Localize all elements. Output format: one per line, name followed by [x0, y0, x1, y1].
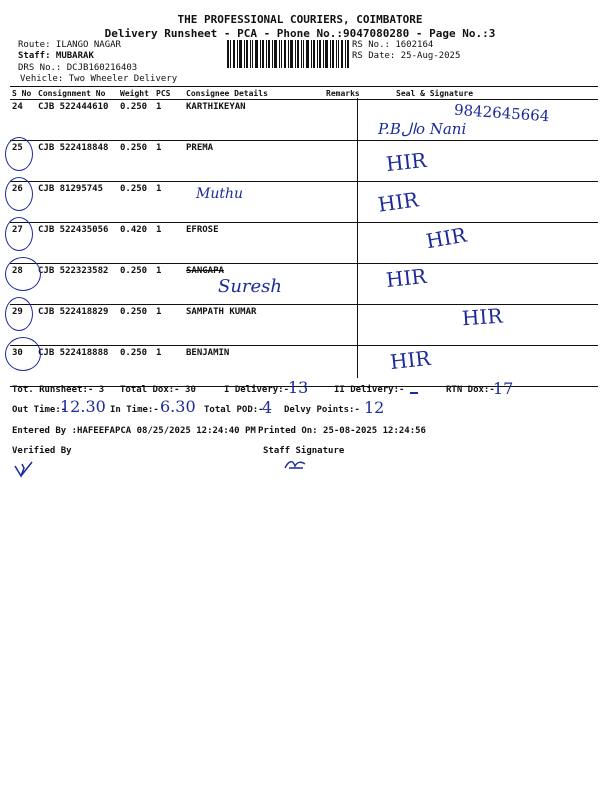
cell-weight: 0.250 — [118, 305, 154, 346]
row-circle-mark — [5, 297, 33, 331]
cell-weight: 0.420 — [118, 223, 154, 264]
cell-weight: 0.250 — [118, 182, 154, 223]
verified-by-label: Verified By — [12, 446, 72, 456]
ii-delivery-dash — [410, 392, 418, 394]
cell-remarks — [324, 264, 374, 305]
ii-delivery-label: II Delivery:- — [334, 385, 405, 395]
in-time-label: In Time:- — [110, 405, 159, 415]
vehicle-label: Vehicle: Two Wheeler Delivery — [20, 74, 178, 84]
col-weight: Weight — [118, 87, 154, 100]
company-title: THE PROFESSIONAL COURIERS, COIMBATORE — [177, 13, 423, 26]
handwritten-hir-mark: HIR — [376, 187, 420, 217]
cell-pcs: 1 — [154, 100, 184, 141]
handwritten-hir-mark: HIR — [384, 263, 428, 293]
drs-number: DRS No.: DCJB160216403 — [18, 63, 138, 73]
table-row — [10, 182, 598, 223]
cell-remarks — [324, 223, 374, 264]
cell-sno: 28 — [10, 264, 36, 305]
row-circle-mark — [5, 177, 33, 211]
handwritten-hir-mark: HIR — [424, 222, 469, 254]
cell-remarks — [324, 100, 374, 141]
total-pod-label: Total POD:- — [204, 405, 264, 415]
total-dox: Total Dox:- 30 — [120, 385, 196, 395]
route-label: Route: ILANGO NAGAR — [18, 40, 121, 50]
cell-sno: 27 — [10, 223, 36, 264]
runsheet-subtitle: Delivery Runsheet - PCA - Phone No.:9047080280 - Page No.:3 — [104, 27, 496, 40]
cell-consignment: CJB 522418888 — [36, 346, 118, 387]
cell-pcs: 1 — [154, 141, 184, 182]
cell-consignee: KARTHIKEYAN — [184, 100, 324, 141]
handwritten-name-suresh: Suresh — [218, 276, 283, 297]
col-consignee: Consignee Details — [184, 87, 324, 100]
row-circle-mark — [5, 337, 41, 371]
cell-remarks — [324, 305, 374, 346]
cell-consignment: CJB 522435056 — [36, 223, 118, 264]
cell-signature — [374, 223, 598, 264]
out-time-value: 12.30 — [60, 397, 106, 416]
barcode-icon — [227, 40, 349, 68]
handwritten-signature: P.Bالo Nani — [378, 120, 467, 138]
rs-date: RS Date: 25-Aug-2025 — [352, 51, 461, 61]
cell-weight: 0.250 — [118, 264, 154, 305]
cell-sno: 29 — [10, 305, 36, 346]
delvy-points-value: 12 — [364, 398, 385, 417]
i-delivery-value: 13 — [288, 378, 309, 397]
runsheet-table — [10, 86, 598, 387]
handwritten-name-muthu: Muthu — [196, 186, 244, 202]
cell-weight: 0.250 — [118, 141, 154, 182]
cell-remarks — [324, 346, 374, 387]
cell-remarks — [324, 182, 374, 223]
signature-divider — [357, 98, 358, 378]
cell-consignee: EFROSE — [184, 223, 324, 264]
cell-consignee: SANGAPA — [184, 264, 324, 305]
cell-pcs: 1 — [154, 346, 184, 387]
rtn-dox-label: RTN Dox:- — [446, 385, 495, 395]
cell-consignee: PREMA — [184, 141, 324, 182]
cell-consignee: BENJAMIN — [184, 346, 324, 387]
cell-weight: 0.250 — [118, 346, 154, 387]
row-circle-mark — [5, 137, 33, 171]
in-time-value: 6.30 — [160, 397, 196, 416]
cell-pcs: 1 — [154, 264, 184, 305]
row-circle-mark — [5, 217, 33, 251]
rs-number: RS No.: 1602164 — [352, 40, 434, 50]
table-header — [10, 87, 598, 100]
staff-signature-label: Staff Signature — [263, 446, 345, 456]
out-time-label: Out Time:- — [12, 405, 67, 415]
cell-consignment: CJB 522444610 — [36, 100, 118, 141]
handwritten-phone: 9842645664 — [453, 100, 550, 126]
cell-consignment: CJB 522418848 — [36, 141, 118, 182]
cell-sno: 25 — [10, 141, 36, 182]
table-row — [10, 264, 598, 305]
tot-runsheet: Tot. Runsheet:- 3 — [12, 385, 105, 395]
col-sno: S No — [10, 87, 36, 100]
handwritten-hir-mark: HIR — [461, 303, 504, 331]
verifier-signature-icon — [12, 458, 36, 480]
printed-on: Printed On: 25-08-2025 12:24:56 — [258, 426, 426, 436]
staff-signature-icon — [283, 458, 309, 472]
table-row — [10, 305, 598, 346]
entered-by: Entered By :HAFEEFAPCA 08/25/2025 12:24:40 PM — [12, 426, 256, 436]
cell-consignment: CJB 522323582 — [36, 264, 118, 305]
delvy-points-label: Delvy Points:- — [284, 405, 360, 415]
table-row — [10, 223, 598, 264]
cell-sno: 24 — [10, 100, 36, 141]
staff-label: Staff: MUBARAK — [18, 51, 94, 61]
table-row — [10, 141, 598, 182]
handwritten-hir-mark: HIR — [384, 147, 428, 177]
total-pod-value: 4 — [262, 398, 273, 417]
i-delivery-label: I Delivery:- — [224, 385, 290, 395]
cell-sno: 26 — [10, 182, 36, 223]
handwritten-hir-mark: HIR — [388, 345, 432, 375]
cell-weight: 0.250 — [118, 100, 154, 141]
cell-consignment: CJB 81295745 — [36, 182, 118, 223]
cell-pcs: 1 — [154, 182, 184, 223]
col-remarks: Remarks — [324, 87, 374, 100]
cell-consignee: SAMPATH KUMAR — [184, 305, 324, 346]
cell-consignment: CJB 522418829 — [36, 305, 118, 346]
cell-pcs: 1 — [154, 223, 184, 264]
cell-remarks — [324, 141, 374, 182]
row-circle-mark — [5, 257, 41, 291]
cell-sno: 30 — [10, 346, 36, 387]
col-seal-signature: Seal & Signature — [374, 87, 598, 100]
col-consignment: Consignment No — [36, 87, 118, 100]
rtn-dox-value: 17 — [493, 379, 514, 398]
cell-pcs: 1 — [154, 305, 184, 346]
col-pcs: PCS — [154, 87, 184, 100]
